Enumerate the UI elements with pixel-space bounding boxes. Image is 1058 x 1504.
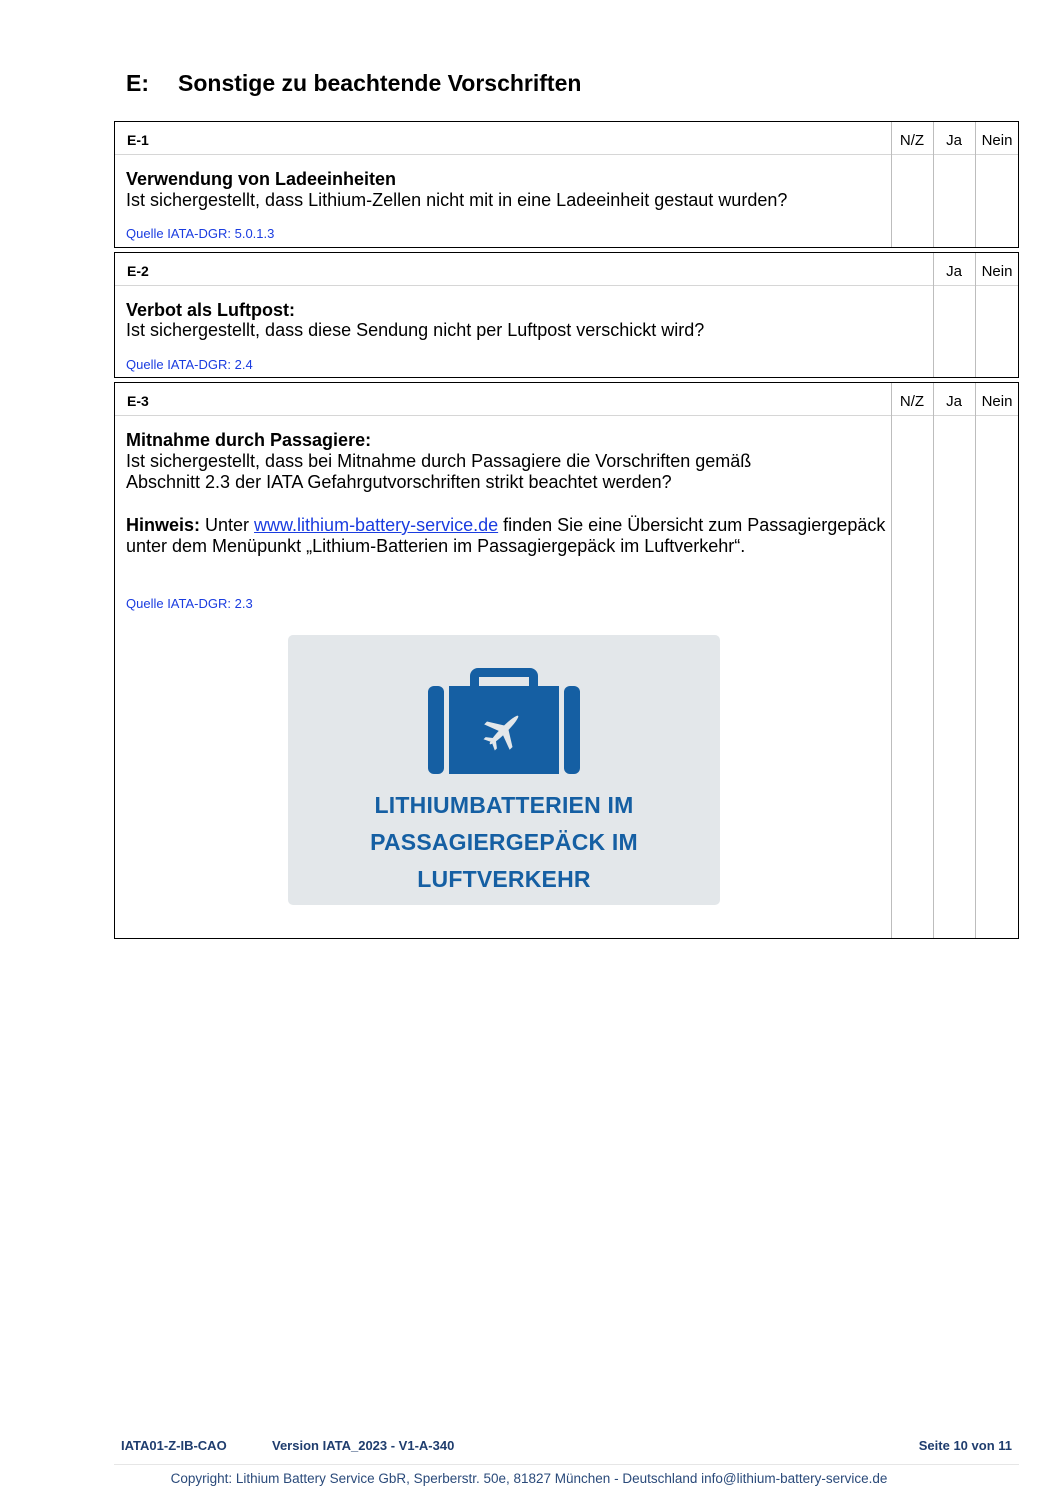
checkbox-column-ja[interactable] [933, 383, 934, 938]
question-e1 [114, 121, 1019, 248]
banner-line1: LITHIUMBATTERIEN IM [374, 792, 634, 818]
suitcase-airplane-icon [428, 666, 580, 776]
column-label-ja: Ja [946, 263, 962, 280]
hint-label: Hinweis: [126, 515, 201, 535]
section-letter: E: [126, 70, 149, 96]
question-text: Ist sichergestellt, dass Lithium-Zellen nicht mit in eine Ladeeinheit gestaut wurden? [126, 190, 788, 210]
question-id: E-3 [127, 393, 149, 409]
question-text-line2: Abschnitt 2.3 der IATA Gefahrgutvorschriften strikt beachtet werden? [126, 472, 672, 492]
footer-divider [114, 1464, 1019, 1465]
column-label-ja: Ja [946, 393, 962, 410]
question-id: E-2 [127, 263, 149, 279]
footer-page-number: Seite 10 von 11 [918, 1438, 1012, 1453]
source-reference: Quelle IATA-DGR: 5.0.1.3 [126, 226, 275, 241]
question-e3 [114, 382, 1019, 939]
banner-caption [288, 787, 720, 898]
checkbox-column-nein[interactable] [975, 383, 976, 938]
footer-copyright: Copyright: Lithium Battery Service GbR, Sperberstr. 50e, 81827 München - Deutschland info@lithium-battery-service.de [170, 1471, 888, 1486]
question-text-line1: Ist sichergestellt, dass bei Mitnahme durch Passagiere die Vorschriften gemäß [126, 451, 752, 471]
website-link[interactable]: www.lithium-battery-service.de [254, 515, 499, 535]
question-title: Verbot als Luftpost: [126, 300, 296, 320]
section-heading [126, 70, 581, 97]
checkbox-column-nz[interactable] [891, 383, 892, 938]
hint-paragraph [126, 515, 886, 557]
column-label-nein: Nein [981, 393, 1013, 410]
column-label-nein: Nein [981, 263, 1013, 280]
column-label-ja: Ja [946, 132, 962, 149]
hint-text-pre: Unter [200, 515, 255, 535]
passenger-baggage-banner[interactable] [288, 635, 720, 905]
column-label-nein: Nein [981, 132, 1013, 149]
section-title: Sonstige zu beachtende Vorschriften [178, 70, 582, 96]
column-label-nz: N/Z [899, 393, 925, 410]
banner-line3: LUFTVERKEHR [417, 866, 591, 892]
footer-version: Version IATA_2023 - V1-A-340 [272, 1438, 455, 1453]
source-reference: Quelle IATA-DGR: 2.4 [126, 357, 253, 372]
question-header-row [115, 253, 1018, 286]
footer-doc-id: IATA01-Z-IB-CAO [121, 1438, 227, 1453]
column-label-nz: N/Z [899, 132, 925, 149]
question-header-row [115, 122, 1018, 155]
question-title: Verwendung von Ladeeinheiten [126, 169, 397, 189]
question-id: E-1 [127, 132, 149, 148]
question-header-row [115, 383, 1018, 416]
question-title: Mitnahme durch Passagiere: [126, 430, 372, 450]
banner-line2: PASSAGIERGEPÄCK IM [370, 829, 638, 855]
question-e2 [114, 252, 1019, 378]
hint-text-post: finden Sie eine Übersicht zum Passagiergepäck unter dem Menüpunkt „Lithium-Batterien im Passagiergepäck im Luftverkehr“. [126, 515, 886, 556]
question-text: Ist sichergestellt, dass diese Sendung nicht per Luftpost verschickt wird? [126, 320, 705, 340]
source-reference: Quelle IATA-DGR: 2.3 [126, 596, 253, 611]
